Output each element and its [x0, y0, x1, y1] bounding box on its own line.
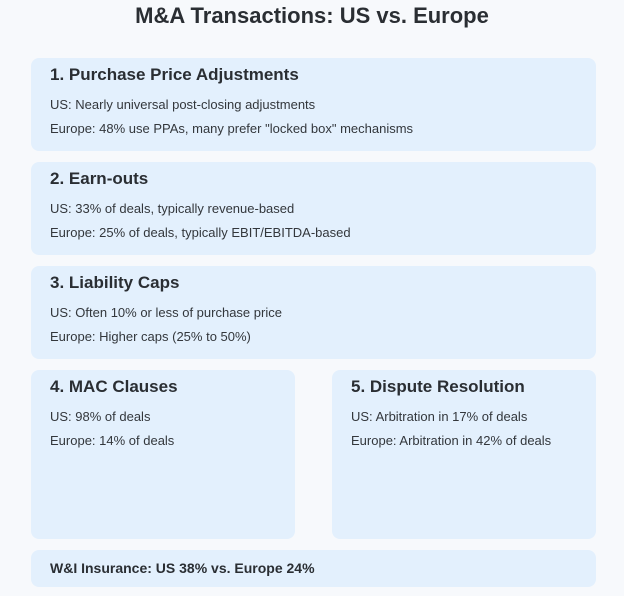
us-detail: US: Arbitration in 17% of deals — [351, 409, 528, 424]
us-detail: US: 33% of deals, typically revenue-based — [50, 201, 295, 216]
europe-detail: Europe: Arbitration in 42% of deals — [351, 433, 552, 448]
earn-outs-card — [31, 162, 596, 255]
us-detail: US: Often 10% or less of purchase price — [50, 305, 282, 320]
purchase-price-adjustments-card — [31, 58, 596, 151]
card-heading: 1. Purchase Price Adjustments — [50, 65, 299, 84]
wi-insurance-summary: W&I Insurance: US 38% vs. Europe 24% — [50, 560, 315, 576]
mac-clauses-card — [31, 370, 295, 539]
us-detail: US: 98% of deals — [50, 409, 151, 424]
card-heading: 3. Liability Caps — [50, 273, 180, 292]
europe-detail: Europe: 48% use PPAs, many prefer "locked box" mechanisms — [50, 121, 414, 136]
europe-detail: Europe: Higher caps (25% to 50%) — [50, 329, 251, 344]
dispute-resolution-card — [332, 370, 596, 539]
card-heading: 4. MAC Clauses — [50, 377, 178, 396]
card-heading: 5. Dispute Resolution — [351, 377, 525, 396]
europe-detail: Europe: 25% of deals, typically EBIT/EBITDA-based — [50, 225, 351, 240]
wi-insurance-card — [31, 550, 596, 587]
page-title: M&A Transactions: US vs. Europe — [135, 3, 489, 28]
us-detail: US: Nearly universal post-closing adjustments — [50, 97, 316, 112]
liability-caps-card — [31, 266, 596, 359]
europe-detail: Europe: 14% of deals — [50, 433, 175, 448]
card-heading: 2. Earn-outs — [50, 169, 149, 188]
